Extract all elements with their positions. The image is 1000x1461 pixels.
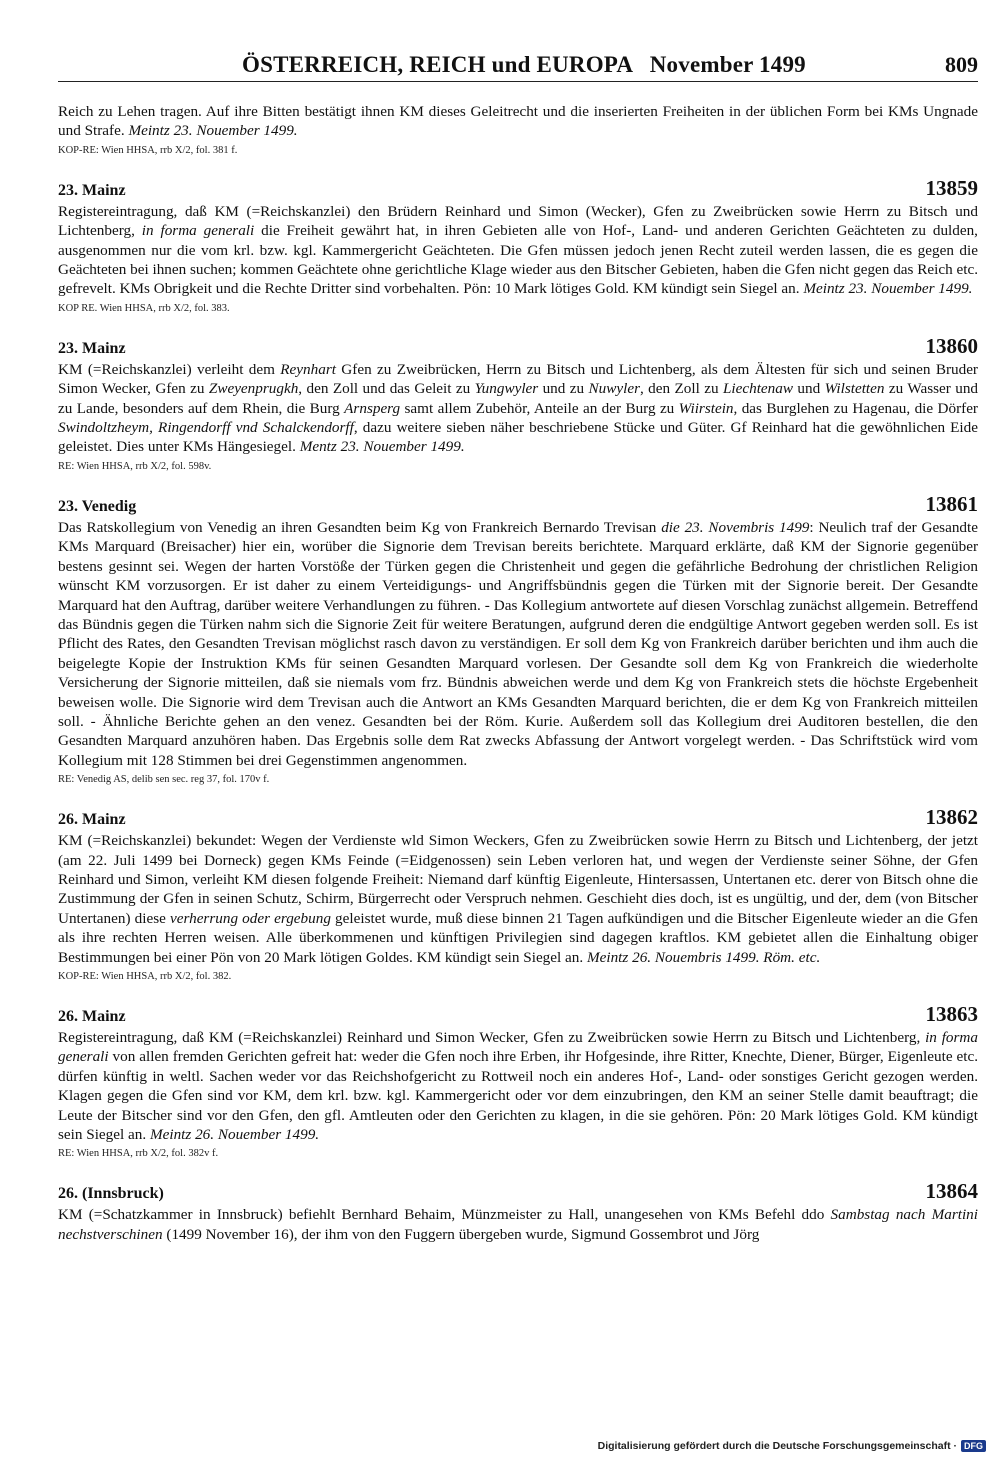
italic-span: Nuwyler (588, 380, 640, 398)
running-header (58, 52, 978, 82)
running-title: ÖSTERREICH, REICH und EUROPA November 1499 (242, 52, 806, 77)
entry-date-place: 26. Mainz (58, 1008, 126, 1025)
entry-date-place: 26. (Innsbruck) (58, 1185, 164, 1203)
italic-span: in forma generali (141, 222, 255, 240)
italic-span: Liechtenaw (722, 380, 793, 398)
italic-span: Zweyenprugkh (208, 380, 299, 398)
entry-heading (58, 334, 978, 359)
entry-date-place: 23. Mainz (58, 181, 126, 199)
entry-number: 13859 (925, 175, 978, 200)
source-reference: KOP-RE: Wien HHSA, rrb X/2, fol. 381 f. (58, 144, 238, 156)
regest-entry (58, 334, 978, 474)
entry-text: KM (=Reichskanzlei) bekundet: Wegen der Verdienste wld Simon Weckers, Gfen zu Zweibrücken sowie Herrn zu Bitsch und Lichtenberg, der jetzt (am 22. Juli 1499 bei Dorneck) gegen KMs Feinde (=Eidgenossen) sein Leben verloren hat, und wegen der Verdienste seiner Söhne, der Gfen Reinhard und Simon, verleiht KM diesen folgende Freiheit: Niemand darf künftig Eigenleute, Hintersassen, Untertanen etc. derer von Bitsch ohne die Zustimmung der Gfen in seinen Schutz, Schirm, Bürgerrecht oder Verspruch nehmen. Geschieht dies doch, ist es ungültig, und der, dem (von Bitscher Untertanen) diese verherrung oder ergebung geleistet wurde, muß diese binnen 21 Tagen aufkündigen und die Bitscher Eigenleute wieder an die Gfen als ihre rechten Herren weisen. Alle überkommenen und künftigen Privilegien sind dagegen kraftlos. KM gebietet allen die Einhaltung obiger Bestimmungen bei einer Pön von 20 Mark lötigen Goldes. KM kündigt sein Siegel an. Meintz 26. Nouembris 1499. Röm. etc. (58, 832, 978, 966)
footer-text: Digitalisierung gefördert durch die Deutsche Forschungsgemeinschaft · (597, 1440, 957, 1452)
regest-entry (58, 1002, 978, 1161)
source-reference: RE: Venedig AS, delib sen sec. reg 37, fol. 170v f. (58, 774, 270, 786)
italic-span: die 23. Novembris 1499 (661, 518, 810, 536)
entry-heading (58, 1179, 978, 1204)
source-reference: RE: Wien HHSA, rrb X/2, fol. 598v. (58, 460, 212, 472)
entries-list (58, 176, 978, 1244)
regest-entry (58, 492, 978, 787)
italic-span: Swindoltzheym, Ringendorff vnd Schalckendorff (58, 419, 354, 437)
entry-heading (58, 1002, 978, 1027)
entry-text: KM (=Reichskanzlei) verleiht dem Reynhart Gfen zu Zweibrücken, Herrn zu Bitsch und Lichtenberg, als dem Ältesten für sich und seinen Bruder Simon Wecker, Gfen zu Zweyenprugkh, den Zoll und das Geleit zu Yungwyler und zu Nuwyler, den Zoll zu Liechtenaw und Wilstetten zu Wasser und zu Lande, besonders auf dem Rhein, die Burg Arnsperg samt allem Zubehör, Anteile an der Burg zu Wiirstein, das Burglehen zu Hagenau, die Dörfer Swindoltzheym, Ringendorff vnd Schalckendorff, dazu weitere sieben näher beschriebene Stücke und Güter. Gf Reinhard hat die gewöhnlichen Eide geleistet. Dies unter KMs Hängesiegel. Mentz 23. Nouember 1499. (58, 360, 979, 456)
page-number: 809 (945, 52, 978, 77)
intro-text: Reich zu Lehen tragen. Auf ihre Bitten bestätigt ihnen KM dieses Geleitrecht und die inserierten Freiheiten in der üblichen Form bei KMs Ungnade und Strafe. Meintz 23. Nouember 1499. (58, 103, 978, 140)
entry-text: KM (=Schatzkammer in Innsbruck) befiehlt Bernhard Behaim, Münzmeister zu Hall, unangesehen von KMs Befehl ddo Sambstag nach Martini nechstverschinen (1499 November 16), der ihm von den Fuggern übergeben wurde, Sigmund Gossembrot und Jörg (58, 1206, 978, 1243)
entry-number: 13860 (925, 333, 978, 358)
dfg-logo: DFG (961, 1440, 986, 1452)
entry-heading (58, 805, 978, 830)
entry-date-place: 23. Mainz (58, 339, 126, 357)
entry-text: Registereintragung, daß KM (=Reichskanzlei) Reinhard und Simon Wecker, Gfen zu Zweibrücken sowie Herrn zu Bitsch und Lichtenberg, in forma generali von allen fremden Gerichten gefreit hat: weder die Gfen noch ihre Erben, ihr Hofgesinde, ihre Ritter, Knechte, Diener, Bürger, Eigenleute etc. dürfen künftig in weltl. Sachen weder vor das Reichshofgericht zu Rottweil noch ein anderes Hof-, Land- oder sonstiges Gericht gezogen werden. Klagen gegen die Gfen sind vor KM, dem krl. bzw. kgl. Kammergericht oder vor dem einzubringen, den KM an seiner Stelle damit beauftragt; die Leute der Bitscher sind vor den Gfen, den gfl. Amtleuten oder den Gerichten zu klagen, in die sie gehören. Pön: 20 Mark lötiges Gold. KM kündigt sein Siegel an. Meintz 26. Nouember 1499. (58, 1029, 978, 1144)
italic-span: verherrung oder ergebung (169, 909, 331, 927)
italic-span: Meintz 26. Nouember 1499. (149, 1126, 320, 1144)
entry-heading (58, 176, 978, 201)
digitization-footer (598, 1440, 986, 1452)
italic-span: Wiirstein (678, 399, 734, 417)
entry-number: 13862 (925, 805, 978, 830)
entry-text: Registereintragung, daß KM (=Reichskanzlei) den Brüdern Reinhard und Simon (Wecker), Gfen zu Zweibrücken sowie Herrn zu Bitsch und Lichtenberg, in forma generali die Freiheit gewährt hat, in ihren Gebieten alle von Hof-, Land- und anderen Gerichten Geächteten zu dulden, ausgenommen nur die vom krl. bzw. kgl. Kammergericht Geächteten. Die Gfen müssen jedoch jenen Recht zuteil werden lassen, die es gegen die Geächteten bei ihnen suchen; kommen Geächtete ohne gerichtliche Klage wieder aus den Bitscher Gebieten, haben die Gfen nicht gegen das Reich etc. gefrevelt. KMs Obrigkeit und die Rechte Dritter sind vorbehalten. Pön: 10 Mark lötiges Gold. KM kündigt sein Siegel an. Meintz 23. Nouember 1499. (58, 202, 978, 298)
regest-entry (58, 1179, 978, 1244)
source-reference: RE: Wien HHSA, rrb X/2, fol. 382v f. (58, 1148, 219, 1160)
italic-span: Meintz 26. Nouembris 1499. Röm. etc. (586, 948, 821, 966)
source-reference: KOP RE. Wien HHSA, rrb X/2, fol. 383. (58, 302, 230, 314)
entry-text: Das Ratskollegium von Venedig an ihren Gesandten beim Kg von Frankreich Bernardo Trevisan die 23. Novembris 1499: Neulich traf der Gesandte KMs Marquard (Breisacher) hier ein, worüber die Signorie dem Trevisan bereits berichtete. Marquard erklärte, daß KM der Signorie gegenüber bestens gesinnt sei. Wegen der harten Vorstöße der Türken gegen die Christenheit und gegen die gefährliche Bedrohung der christlichen Religion wünscht KM vorzusorgen. Er ist daher zu einem Verteidigungs- und Angriffsbündnis gegen die Türken mit der Signorie bereit. Der Gesandte Marquard hat den Auftrag, darüber weitere Verhandlungen zu führen. - Das Kollegium antwortete auf diesen Vorschlag zunächst allgemein. Betreffend das Bündnis gegen die Türken nahm sich die Signorie Zeit für weitere Beratungen, aufgrund deren die endgültige Antwort gegeben werden soll. Es ist Pflicht des Rates, den Gesandten Trevisan möglichst rasch davon zu verständigen. Er soll dem Kg von Frankreich darüber berichten und ihm auch die beigelegte Kopie der Instruktion KMs für seinen Gesandten Marquard vorlesen. Der Gesandte soll dem Kg von Frankreich die wiederholte Versicherung der Signorie mitteilen, daß sie niemals vom frz. Bündnis abweichen werde und dem Kg von Frankreich stets die höchste Ergebenheit beweisen wolle. Die Signorie wird dem Trevisan auch die Antwort an KMs Gesandten Marquard berichten, die er dem Kg von Frankreich mitteilen soll. - Ähnliche Berichte gehen an den venez. Gesandten bei der Röm. Kurie. Außerdem soll das Kollegium drei Auditoren bestellen, die den Gesandten Marquard anzuhören haben. Das Ergebnis solle dem Rat zwecks Abfassung der Antwort vorgelegt werden. - Das Schriftstück wird vom Kollegium mit 128 Stimmen bei drei Gegenstimmen angenommen. (58, 518, 978, 769)
italic-span: Wilstetten (824, 380, 885, 398)
document-page (58, 52, 978, 1244)
source-reference: KOP-RE: Wien HHSA, rrb X/2, fol. 382. (58, 971, 232, 982)
italic-span: in forma generali (58, 1029, 978, 1066)
italic-span: Yungwyler (474, 380, 539, 398)
italic-span: Meintz 23. Nouember 1499. (803, 280, 973, 298)
entry-number: 13861 (925, 491, 978, 516)
italic-span: Mentz 23. Nouember 1499. (299, 438, 465, 456)
regest-entry (58, 176, 978, 316)
entry-heading (58, 492, 978, 517)
entry-date-place: 26. Mainz (58, 811, 126, 829)
italic-span: Reynhart (280, 360, 336, 378)
entry-number: 13864 (925, 1179, 978, 1204)
italic-span: Meintz 23. Nouember 1499. (128, 122, 298, 140)
entry-number: 13863 (925, 1002, 978, 1026)
intro-block (58, 102, 978, 158)
italic-span: Sambstag nach Martini nechstverschinen (58, 1206, 978, 1243)
regest-entry (58, 805, 978, 984)
italic-span: Arnsperg (344, 399, 401, 417)
entry-date-place: 23. Venedig (58, 497, 137, 515)
